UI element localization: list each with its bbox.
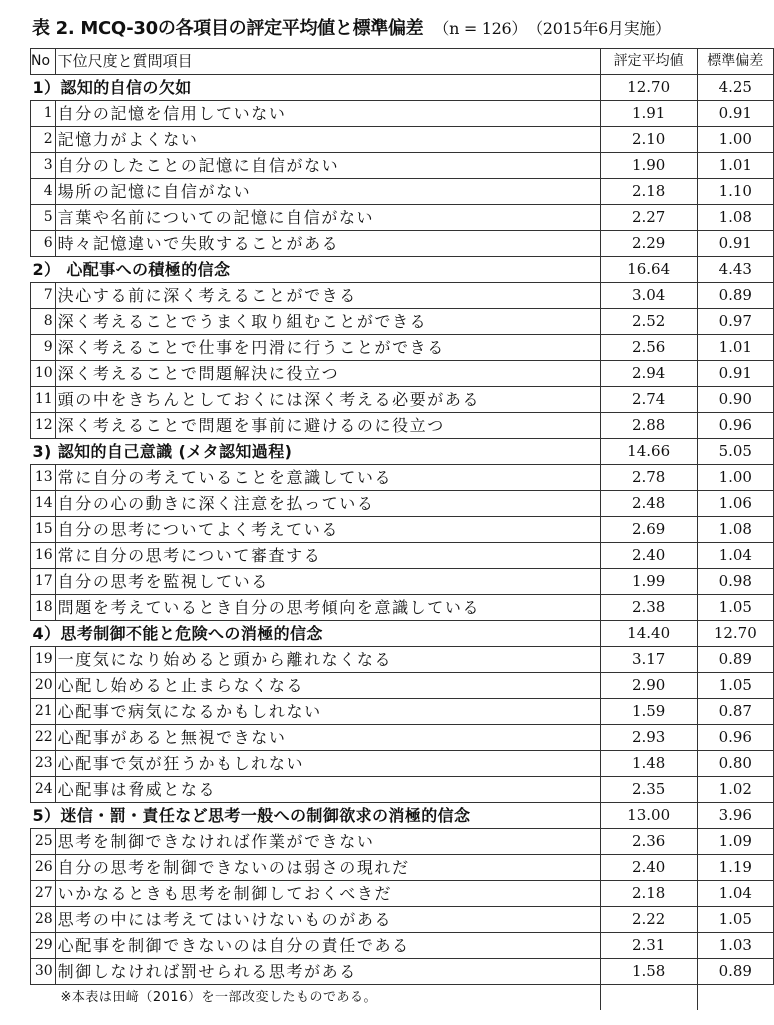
table-row (31, 465, 774, 491)
section-label: 3) 認知的自己意識 (メタ認知過程) (31, 439, 601, 465)
item-text: 記憶力がよくない (55, 127, 600, 153)
table-row (31, 751, 774, 777)
item-number: 25 (31, 829, 56, 855)
item-text: 自分の心の動きに深く注意を払っている (55, 491, 600, 517)
table-row (31, 283, 774, 309)
item-mean: 2.69 (600, 517, 697, 543)
col-header-sd: 標準偏差 (697, 49, 773, 75)
table-row (31, 517, 774, 543)
item-text: 決心する前に深く考えることができる (55, 283, 600, 309)
item-sd: 1.00 (697, 465, 773, 491)
item-sd: 0.90 (697, 387, 773, 413)
item-mean: 1.48 (600, 751, 697, 777)
item-sd: 0.89 (697, 959, 773, 985)
table-title-main: 表 2. MCQ-30の各項目の評定平均値と標準偏差 (32, 18, 424, 39)
table-row (31, 881, 774, 907)
item-sd: 0.89 (697, 283, 773, 309)
item-sd: 1.01 (697, 335, 773, 361)
table-row (31, 569, 774, 595)
item-number: 15 (31, 517, 56, 543)
item-text: 自分の思考についてよく考えている (55, 517, 600, 543)
item-number: 26 (31, 855, 56, 881)
item-number: 19 (31, 647, 56, 673)
item-sd: 1.04 (697, 543, 773, 569)
item-number: 9 (31, 335, 56, 361)
item-mean: 2.10 (600, 127, 697, 153)
item-text: 深く考えることで問題を事前に避けるのに役立つ (55, 413, 600, 439)
table-row (31, 127, 774, 153)
table-row (31, 309, 774, 335)
item-number: 28 (31, 907, 56, 933)
item-sd: 1.05 (697, 673, 773, 699)
item-sd: 0.80 (697, 751, 773, 777)
item-number: 24 (31, 777, 56, 803)
item-sd: 0.96 (697, 725, 773, 751)
table-row (31, 179, 774, 205)
table-row (31, 673, 774, 699)
item-text: 制御しなければ罰せられる思考がある (55, 959, 600, 985)
item-sd: 1.19 (697, 855, 773, 881)
section-mean: 14.66 (600, 439, 697, 465)
col-header-no: No (31, 49, 56, 75)
section-mean: 12.70 (600, 75, 697, 101)
section-row (31, 803, 774, 829)
table-row (31, 829, 774, 855)
note-spacer (600, 985, 697, 1011)
item-sd: 0.91 (697, 361, 773, 387)
item-number: 17 (31, 569, 56, 595)
table-row (31, 543, 774, 569)
table-row (31, 595, 774, 621)
table-title-date: （2015年6月実施） (535, 19, 671, 38)
item-text: 場所の記憶に自信がない (55, 179, 600, 205)
table-row (31, 959, 774, 985)
item-mean: 2.31 (600, 933, 697, 959)
item-sd: 1.03 (697, 933, 773, 959)
table-title (32, 12, 671, 46)
table-row (31, 699, 774, 725)
item-number: 6 (31, 231, 56, 257)
item-mean: 2.38 (600, 595, 697, 621)
table-row (31, 907, 774, 933)
item-mean: 2.18 (600, 881, 697, 907)
item-text: 常に自分の考えていることを意識している (55, 465, 600, 491)
item-number: 12 (31, 413, 56, 439)
table-row (31, 335, 774, 361)
item-sd: 1.02 (697, 777, 773, 803)
item-sd: 1.10 (697, 179, 773, 205)
section-row (31, 257, 774, 283)
item-sd: 1.01 (697, 153, 773, 179)
item-mean: 1.99 (600, 569, 697, 595)
item-text: 心配事は脅威となる (55, 777, 600, 803)
item-text: 思考を制御できなければ作業ができない (55, 829, 600, 855)
item-number: 3 (31, 153, 56, 179)
item-mean: 2.52 (600, 309, 697, 335)
col-header-item: 下位尺度と質問項目 (55, 49, 600, 75)
table-row (31, 153, 774, 179)
item-number: 2 (31, 127, 56, 153)
item-mean: 2.90 (600, 673, 697, 699)
table-row (31, 491, 774, 517)
item-sd: 1.05 (697, 907, 773, 933)
item-number: 21 (31, 699, 56, 725)
item-sd: 0.91 (697, 101, 773, 127)
item-text: 思考の中には考えてはいけないものがある (55, 907, 600, 933)
table-row (31, 231, 774, 257)
section-row (31, 621, 774, 647)
item-number: 20 (31, 673, 56, 699)
table-row (31, 933, 774, 959)
item-sd: 1.06 (697, 491, 773, 517)
table-row (31, 413, 774, 439)
section-sd: 5.05 (697, 439, 773, 465)
item-number: 11 (31, 387, 56, 413)
section-sd: 12.70 (697, 621, 773, 647)
item-number: 7 (31, 283, 56, 309)
item-mean: 2.22 (600, 907, 697, 933)
item-mean: 2.74 (600, 387, 697, 413)
table-row (31, 855, 774, 881)
table-row (31, 387, 774, 413)
item-number: 22 (31, 725, 56, 751)
item-text: 時々記憶違いで失敗することがある (55, 231, 600, 257)
item-mean: 2.40 (600, 543, 697, 569)
section-mean: 16.64 (600, 257, 697, 283)
item-text: 心配事で病気になるかもしれない (55, 699, 600, 725)
item-number: 18 (31, 595, 56, 621)
section-label: 5）迷信・罰・責任など思考一般への制御欲求の消極的信念 (31, 803, 601, 829)
section-row (31, 439, 774, 465)
section-sd: 4.43 (697, 257, 773, 283)
item-text: 問題を考えているとき自分の思考傾向を意識している (55, 595, 600, 621)
item-mean: 2.94 (600, 361, 697, 387)
item-mean: 2.27 (600, 205, 697, 231)
table-note: ※本表は田﨑（2016）を一部改変したものである。 (60, 990, 377, 1005)
section-label: 4）思考制御不能と危険への消極的信念 (31, 621, 601, 647)
table-row (31, 647, 774, 673)
item-text: 自分の思考を制御できないのは弱さの現れだ (55, 855, 600, 881)
section-label: 1）認知的自信の欠如 (31, 75, 601, 101)
item-text: 一度気になり始めると頭から離れなくなる (55, 647, 600, 673)
item-mean: 3.04 (600, 283, 697, 309)
mcq30-table (30, 48, 774, 1010)
section-mean: 13.00 (600, 803, 697, 829)
item-text: 言葉や名前についての記憶に自信がない (55, 205, 600, 231)
item-mean: 2.56 (600, 335, 697, 361)
item-mean: 3.17 (600, 647, 697, 673)
item-number: 27 (31, 881, 56, 907)
item-mean: 2.78 (600, 465, 697, 491)
item-number: 5 (31, 205, 56, 231)
item-mean: 1.90 (600, 153, 697, 179)
item-sd: 1.08 (697, 517, 773, 543)
item-text: 深く考えることでうまく取り組むことができる (55, 309, 600, 335)
item-number: 14 (31, 491, 56, 517)
item-text: 深く考えることで問題解決に役立つ (55, 361, 600, 387)
item-number: 8 (31, 309, 56, 335)
item-text: 自分のしたことの記憶に自信がない (55, 153, 600, 179)
item-mean: 2.48 (600, 491, 697, 517)
note-row (31, 985, 774, 1011)
item-number: 23 (31, 751, 56, 777)
item-sd: 0.87 (697, 699, 773, 725)
item-number: 30 (31, 959, 56, 985)
item-text: いかなるときも思考を制御しておくべきだ (55, 881, 600, 907)
item-mean: 1.59 (600, 699, 697, 725)
item-number: 13 (31, 465, 56, 491)
note-spacer (697, 985, 773, 1011)
item-mean: 2.88 (600, 413, 697, 439)
section-sd: 4.25 (697, 75, 773, 101)
section-sd: 3.96 (697, 803, 773, 829)
item-sd: 1.00 (697, 127, 773, 153)
table-body (31, 75, 774, 1011)
item-sd: 0.89 (697, 647, 773, 673)
item-number: 4 (31, 179, 56, 205)
table-row (31, 205, 774, 231)
table-row (31, 361, 774, 387)
item-sd: 0.97 (697, 309, 773, 335)
item-text: 自分の記憶を信用していない (55, 101, 600, 127)
table-title-sample-size: （n = 126） (433, 19, 528, 38)
item-mean: 2.40 (600, 855, 697, 881)
item-mean: 1.91 (600, 101, 697, 127)
table-row (31, 725, 774, 751)
item-text: 心配事があると無視できない (55, 725, 600, 751)
item-sd: 0.98 (697, 569, 773, 595)
item-sd: 1.04 (697, 881, 773, 907)
item-mean: 2.36 (600, 829, 697, 855)
item-text: 心配し始めると止まらなくなる (55, 673, 600, 699)
header-row (31, 49, 774, 75)
table-row (31, 101, 774, 127)
section-label: 2） 心配事への積極的信念 (31, 257, 601, 283)
item-mean: 2.35 (600, 777, 697, 803)
item-text: 心配事で気が狂うかもしれない (55, 751, 600, 777)
item-sd: 1.08 (697, 205, 773, 231)
item-text: 深く考えることで仕事を円滑に行うことができる (55, 335, 600, 361)
item-number: 1 (31, 101, 56, 127)
section-row (31, 75, 774, 101)
item-mean: 2.18 (600, 179, 697, 205)
item-text: 常に自分の思考について審査する (55, 543, 600, 569)
item-number: 16 (31, 543, 56, 569)
item-number: 10 (31, 361, 56, 387)
item-sd: 0.91 (697, 231, 773, 257)
item-sd: 1.05 (697, 595, 773, 621)
table-row (31, 777, 774, 803)
item-text: 頭の中をきちんとしておくには深く考える必要がある (55, 387, 600, 413)
section-mean: 14.40 (600, 621, 697, 647)
col-header-mean: 評定平均値 (600, 49, 697, 75)
item-sd: 0.96 (697, 413, 773, 439)
item-mean: 1.58 (600, 959, 697, 985)
item-mean: 2.93 (600, 725, 697, 751)
item-text: 自分の思考を監視している (55, 569, 600, 595)
item-mean: 2.29 (600, 231, 697, 257)
item-sd: 1.09 (697, 829, 773, 855)
item-number: 29 (31, 933, 56, 959)
item-text: 心配事を制御できないのは自分の責任である (55, 933, 600, 959)
